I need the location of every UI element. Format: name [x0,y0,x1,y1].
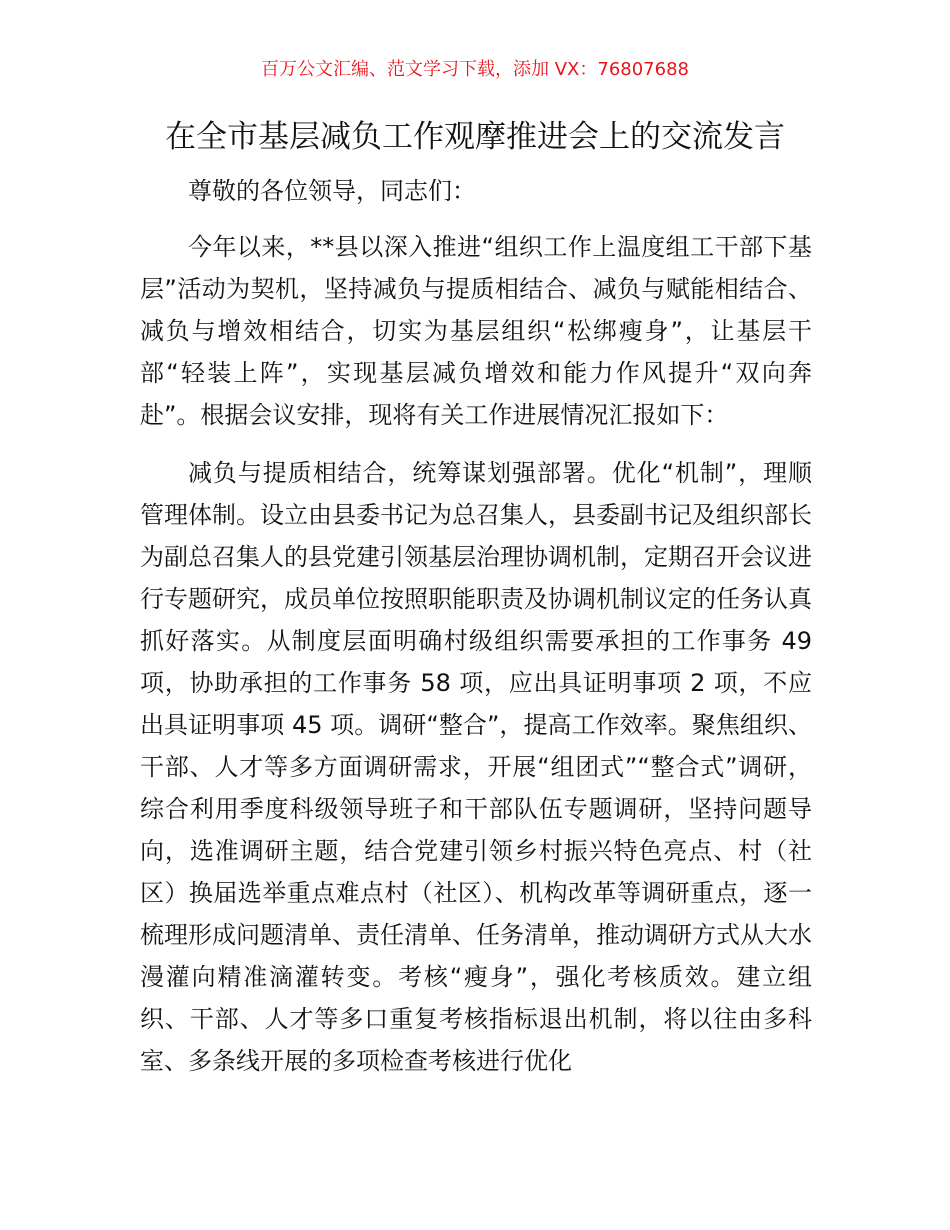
salutation: 尊敬的各位领导，同志们： [188,177,476,205]
paragraph-intro: 今年以来，**县以深入推进“组织工作上温度组工干部下基层”活动为契机，坚持减负与提质相结合、减负与赋能相结合、减负与增效相结合，切实为基层组织“松绑瘦身”，让基层干部“轻装上阵”，实现基层减负增效和能力作风提升“双向奔赴”。根据会议安排，现将有关工作进展情况汇报如下： [140,233,812,429]
header-banner: 百万公文汇编、范文学习下载，添加 VX：76807688 [261,59,689,80]
paragraph-section-1: 减负与提质相结合，统筹谋划强部署。优化“机制”，理顺管理体制。设立由县委书记为总召集人，县委副书记及组织部长为副总召集人的县党建引领基层治理协调机制，定期召开会议进行专题研究，成员单位按照职能职责及协调机制议定的任务认真抓好落实。从制度层面明确村级组织需要承担的工作事务 49 项，协助承担的工作事务 58 项，应出具证明事项 2 项，不应出具证明事项 45 项。调研“整合”，提高工作效率。聚焦组织、干部、人才等多方面调研需求，开展“组团式”“整合式”调研，综合利用季度科级领导班子和干部队伍专题调研，坚持问题导向，选准调研主题，结合党建引领乡村振兴特色亮点、村（社区）换届选举重点难点村（社区）、机构改革等调研重点，逐一梳理形成问题清单、责任清单、任务清单，推动调研方式从大水漫灌向精准滴灌转变。考核“瘦身”，强化考核质效。建立组织、干部、人才等多口重复考核指标退出机制，将以往由多科室、多条线开展的多项检查考核进行优化 [140,459,812,1075]
document-title: 在全市基层减负工作观摩推进会上的交流发言 [165,119,785,155]
